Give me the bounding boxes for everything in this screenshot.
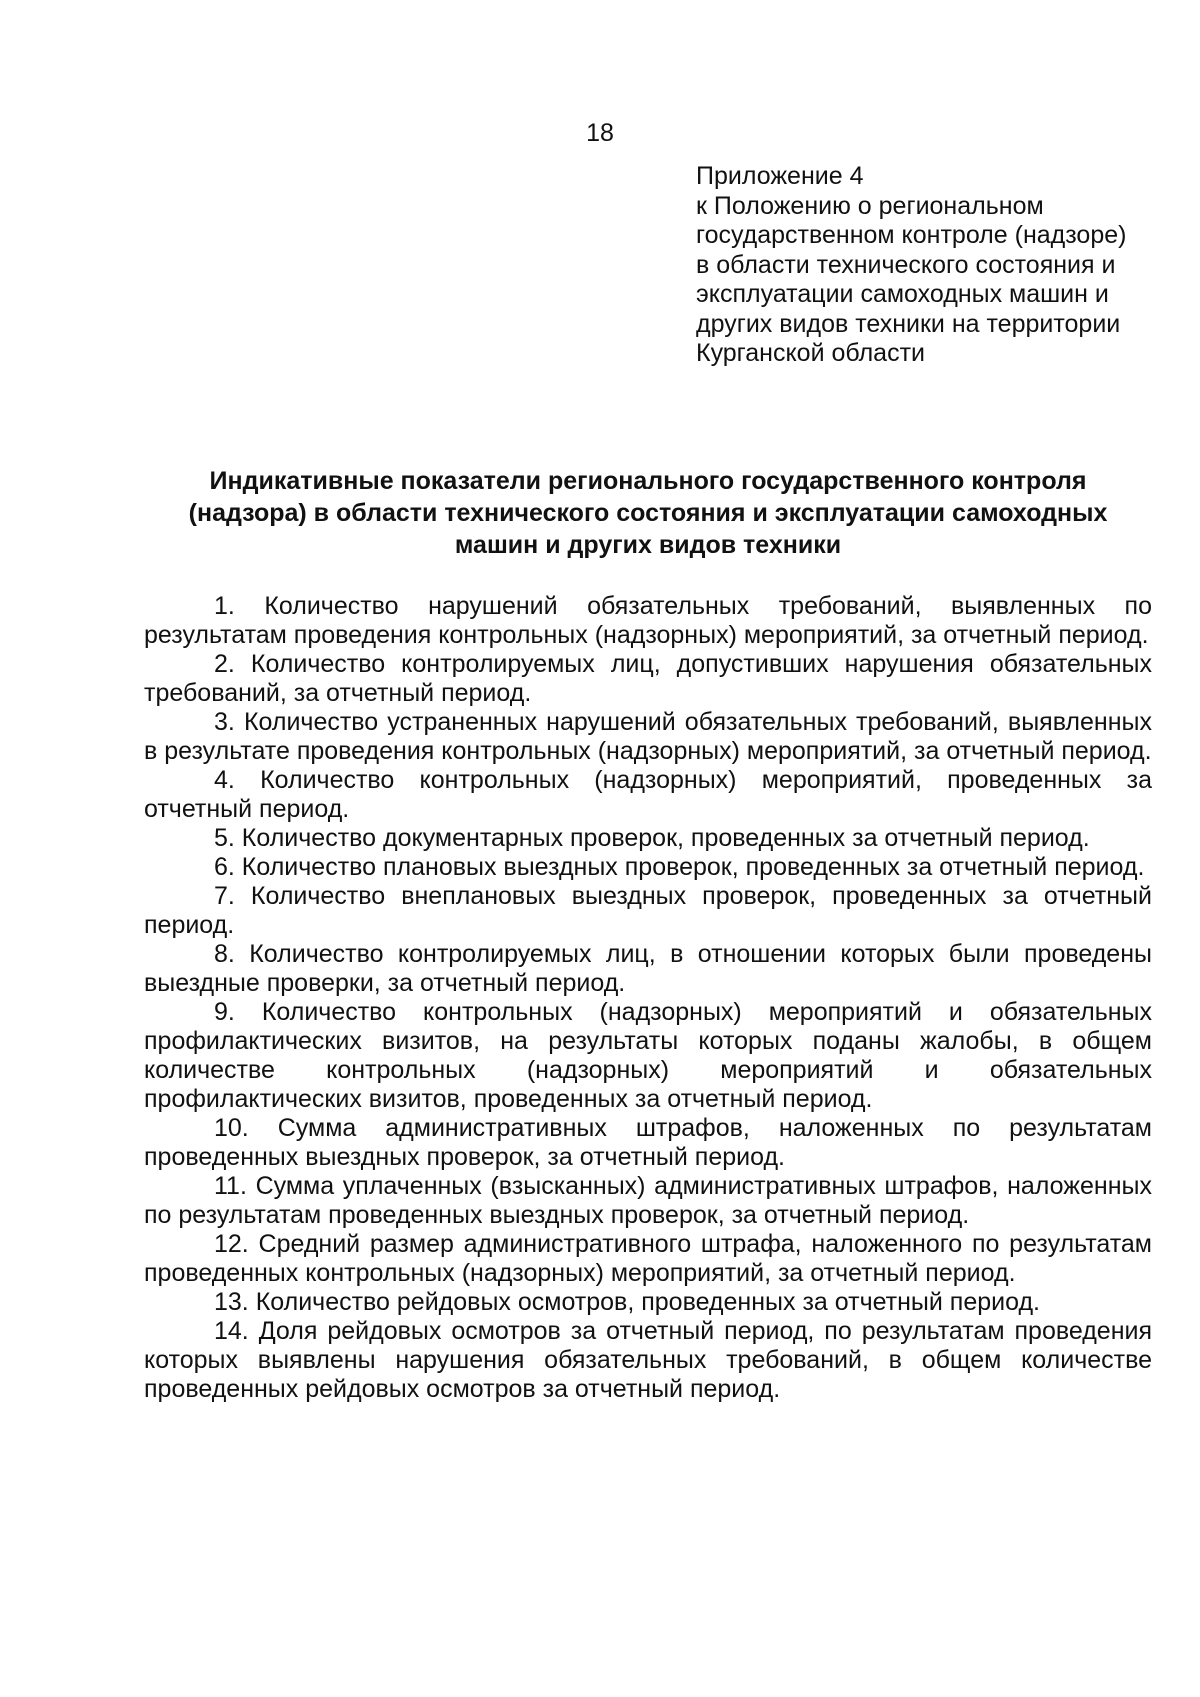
heading-line: машин и других видов техники xyxy=(454,531,842,559)
appendix-line: Курганской области xyxy=(696,339,926,367)
appendix-title: Приложение 4 xyxy=(696,162,864,190)
indicator-item: 9. Количество контрольных (надзорных) мероприятий и обязательных профилактических визитов, на результаты которых поданы жалобы, в общем количестве контрольных (надзорных) мероприятий и обязательных профилактических визитов, проведенных за отчетный период. xyxy=(144,998,1152,1113)
indicator-item: 8. Количество контролируемых лиц, в отношении которых были проведены выездные проверки, за отчетный период. xyxy=(144,940,1152,997)
heading-line: Индикативные показатели регионального государственного контроля xyxy=(209,467,1087,495)
indicator-item: 6. Количество плановых выездных проверок, проведенных за отчетный период. xyxy=(214,853,1145,881)
indicator-list xyxy=(144,592,1152,1404)
indicator-item: 3. Количество устраненных нарушений обязательных требований, выявленных в результате проведения контрольных (надзорных) мероприятий, за отчетный период. xyxy=(144,708,1152,765)
indicator-item: 13. Количество рейдовых осмотров, проведенных за отчетный период. xyxy=(214,1288,1041,1316)
indicator-item: 14. Доля рейдовых осмотров за отчетный период, по результатам проведения которых выявлены нарушения обязательных требований, в общем количестве проведенных рейдовых осмотров за отчетный период. xyxy=(144,1317,1152,1403)
appendix-line: в области технического состояния и xyxy=(696,250,1116,279)
indicator-item: 12. Средний размер административного штрафа, наложенного по результатам проведенных контрольных (надзорных) мероприятий, за отчетный период. xyxy=(144,1230,1152,1287)
document-heading xyxy=(140,465,1156,561)
appendix-block xyxy=(696,162,1166,369)
appendix-line: к Положению о региональном xyxy=(696,191,1044,220)
appendix-line: эксплуатации самоходных машин и xyxy=(696,280,1109,308)
indicator-item: 11. Сумма уплаченных (взысканных) административных штрафов, наложенных по результатам проведенных выездных проверок, за отчетный период. xyxy=(144,1172,1152,1229)
indicator-item: 7. Количество внеплановых выездных проверок, проведенных за отчетный период. xyxy=(144,882,1152,939)
indicator-item: 10. Сумма административных штрафов, наложенных по результатам проведенных выездных проверок, за отчетный период. xyxy=(144,1114,1152,1171)
page-number: 18 xyxy=(586,119,614,147)
indicator-item: 5. Количество документарных проверок, проведенных за отчетный период. xyxy=(214,824,1090,852)
indicator-item: 2. Количество контролируемых лиц, допустивших нарушения обязательных требований, за отчетный период. xyxy=(144,650,1152,707)
heading-line: (надзора) в области технического состояния и эксплуатации самоходных xyxy=(188,499,1108,527)
indicator-item: 1. Количество нарушений обязательных требований, выявленных по результатам проведения контрольных (надзорных) мероприятий, за отчетный период. xyxy=(144,592,1152,649)
appendix-line: других видов техники на территории xyxy=(696,309,1121,338)
appendix-line: государственном контроле (надзоре) xyxy=(696,221,1127,249)
indicator-item: 4. Количество контрольных (надзорных) мероприятий, проведенных за отчетный период. xyxy=(144,766,1152,823)
